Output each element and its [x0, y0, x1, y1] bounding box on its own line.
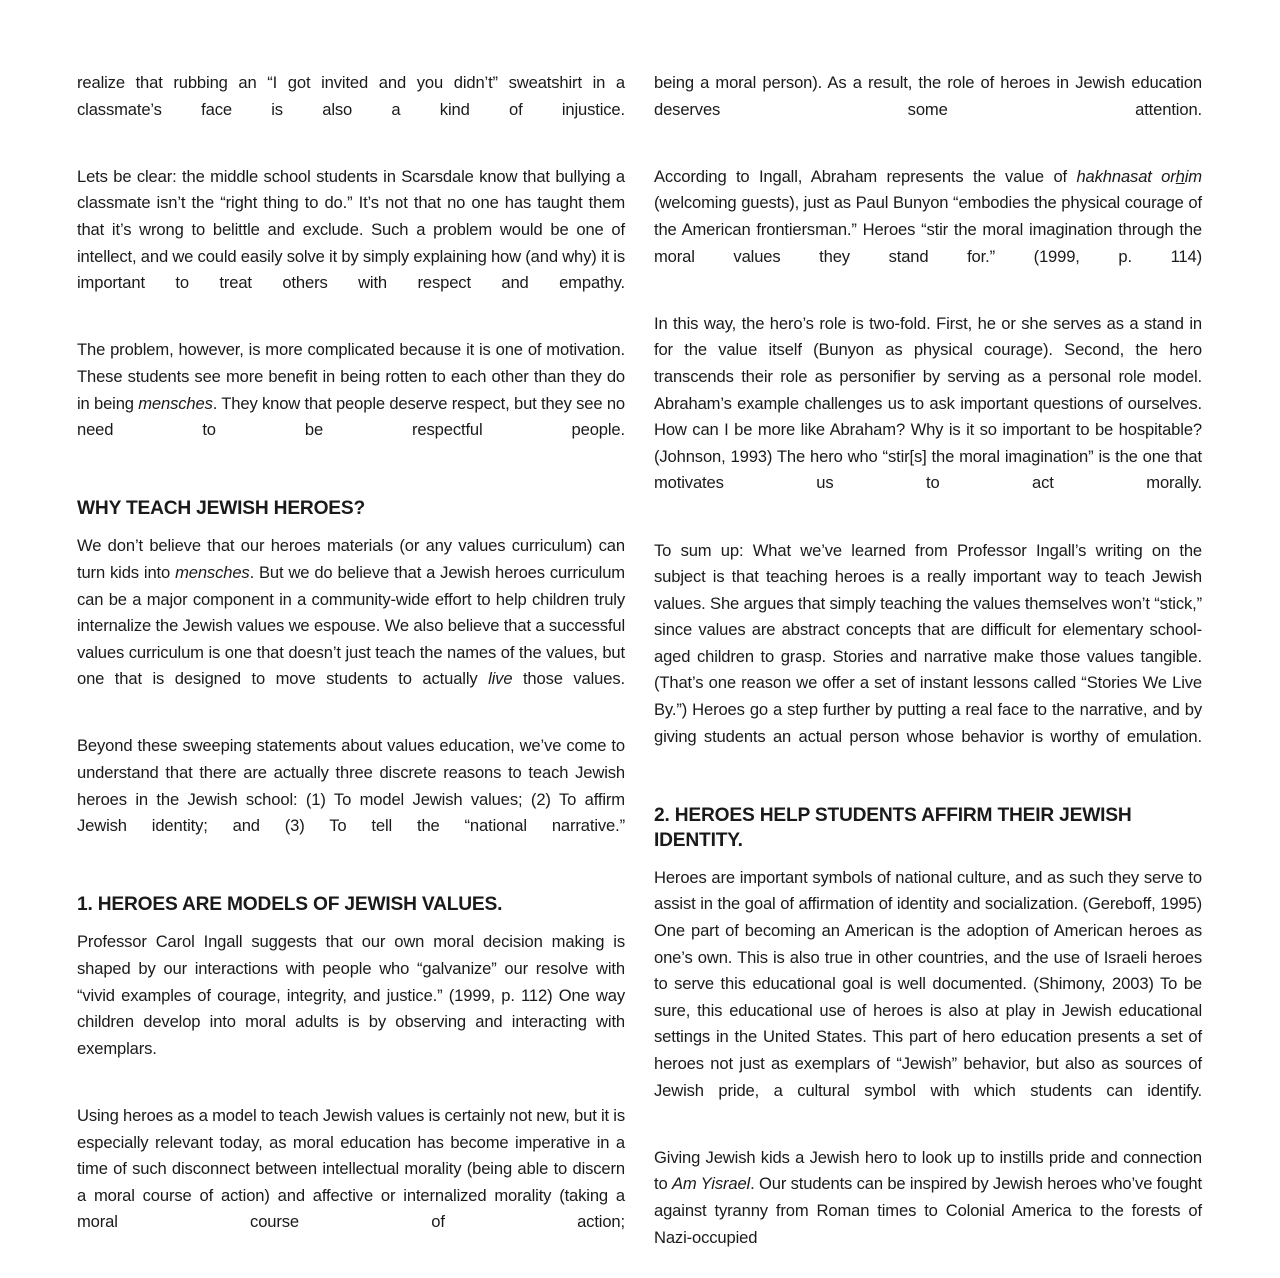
para-using-heroes-as-model: Using heroes as a model to teach Jewish values is certainly not new, but it is especially relevant today, as moral education has become imperative in a time of such disconnect between intellectual morality (being able to discern a moral course of action) and affective or internalized morality (taking a moral course of action; — [77, 1106, 625, 1232]
para-realize-injustice: realize that rubbing an “I got invited and you didn’t” sweatshirt in a classmate’s face is also a kind of injustice. — [77, 73, 625, 119]
italic-run: live — [488, 669, 513, 689]
para-beyond-sweeping: Beyond these sweeping statements about values education, we’ve come to understand that there are actually three discrete reasons to teach Jewish heroes in the Jewish school: (1) To model Jewish values; (2) To affirm Jewish identity; and (3) To tell the “national narrative.” — [77, 736, 625, 836]
para-lets-be-clear: Lets be clear: the middle school students in Scarsdale know that bullying a classmate isn’t the “right thing to do.” It’s not that no one has taught them that it’s wrong to belittle and exclude. Such a problem would be one of intellect, and we could easily solve it by simply explaining how (and why) it is important to treat others with respect and empathy. — [77, 166, 625, 293]
italic-run: hakhnasat or — [1076, 166, 1176, 186]
italic-run: mensches — [175, 562, 250, 582]
para-heroes-symbols-national-culture: Heroes are important symbols of national culture, and as such they serve to assist in the goal of affirmation of identity and socialization. (Gereboff, 1995) One part of becoming an American is the adoption of American heroes as one’s own. This is also true in other countries, and the use of Israeli heroes to serve this educational goal is well documented. (Shimony, 2003) To be sure, this educational use of heroes is also at play in Jewish educational settings in the United States. This part of hero education presents a set of heroes not just as exemplars of “Jewish” behavior, but also as sources of Jewish pride, a cultural symbol with which students can identify. — [654, 867, 1202, 1100]
para-to-sum-up: To sum up: What we’ve learned from Professor Ingall’s writing on the subject is that teaching heroes is a really important way to teach Jewish values. She argues that simply teaching the values themselves won’t “stick,” since values are abstract concepts that are difficult for elementary school-aged children to grasp. Stories and narrative make those values tangible. (That’s one reason we offer a set of instant lessons called “Stories We Live By.”) Heroes go a step further by putting a real face to the narrative, and by giving students an actual person whose behavior is worthy of emulation. — [654, 540, 1202, 746]
heading-heroes-models-of-jewish-values: 1. HEROES ARE MODELS OF JEWISH VALUES. — [77, 894, 503, 916]
para-we-dont-believe: We don’t believe that our heroes materials (or any values curriculum) can turn kids into mensches. But we do believe that a Jewish heroes curriculum can be a major component in a community-wide effort to help children truly internalize the Jewish values we espouse. We also believe that a successful values curriculum is one that doesn’t just teach the names of the values, but one that is designed to move students to actually live those values. — [77, 536, 625, 689]
italic-underlined-run: h — [1175, 166, 1185, 186]
para-professor-carol-ingall: Professor Carol Ingall suggests that our own moral decision making is shaped by our interactions with people who “galvanize” our resolve with “vivid examples of courage, integrity, and justice.” (1999, p. 112) One way children develop into moral adults is by observing and interacting with exemplars. — [77, 932, 625, 1058]
para-in-this-way-two-fold: In this way, the hero’s role is two-fold. First, he or she serves as a stand in for the value itself (Bunyon as physical courage). Second, the hero transcends their role as personifier by serving as a personal role model. Abraham’s example challenges us to ask important questions of ourselves. How can I be more like Abraham? Why is it so important to be hospitable? (Johnson, 1993) The hero who “stir[s] the moral imagination” is the one that motivates us to act morally. — [654, 313, 1202, 493]
left-text-column — [77, 70, 625, 1263]
italic-run: im — [1184, 166, 1202, 186]
para-problem-motivation: The problem, however, is more complicated because it is one of motivation. These students see more benefit in being rotten to each other than they do in being mensches. They know that people deserve respect, but they see no need to be respectful people. — [77, 340, 625, 440]
right-text-column — [654, 70, 1202, 1278]
heading-why-teach-jewish-heroes: WHY TEACH JEWISH HEROES? — [77, 498, 366, 520]
para-being-moral-person: being a moral person). As a result, the role of heroes in Jewish education deserves some attention. — [654, 73, 1202, 119]
italic-run: mensches — [138, 393, 213, 413]
heading-heroes-help-affirm-jewish-identity: 2. HEROES HELP STUDENTS AFFIRM THEIR JEWISH IDENTITY. — [654, 804, 1132, 851]
two-column-layout — [77, 70, 1203, 1247]
para-according-to-ingall: According to Ingall, Abraham represents the value of hakhnasat orhim (welcoming guests), just as Paul Bunyon “embodies the physical courage of the American frontiersman.” Heroes “stir the moral imagination through the moral values they stand for.” (1999, p. 114) — [654, 166, 1202, 266]
para-giving-jewish-kids: Giving Jewish kids a Jewish hero to look up to instills pride and connection to Am Yisrael. Our students can be inspired by Jewish heroes who’ve fought against tyranny from Roman times to Colonial America to the forests of Nazi-occupied — [654, 1147, 1202, 1247]
italic-run: Am Yisrael — [671, 1174, 751, 1194]
